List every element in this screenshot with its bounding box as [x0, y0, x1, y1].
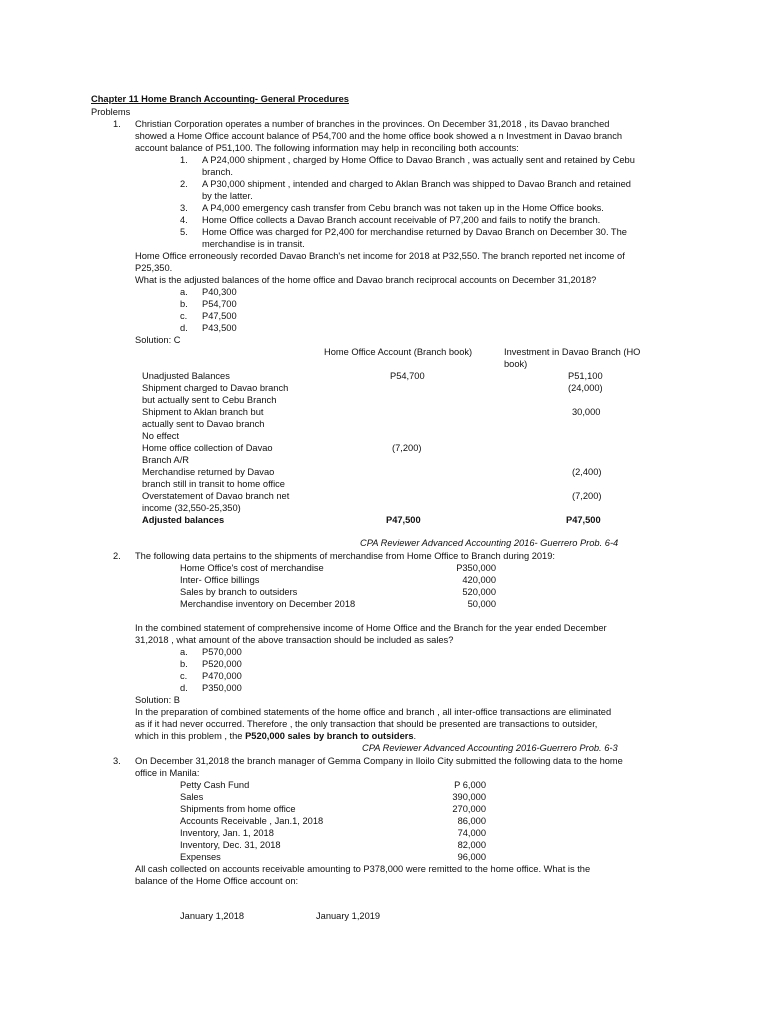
problem-1-intro-line: showed a Home Office account balance of P54,700 and the home office book showed a n Investment in Davao branch: [135, 131, 623, 141]
item-number: 3.: [180, 203, 188, 213]
data-label: Petty Cash Fund: [180, 780, 250, 790]
problem-3-question: All cash collected on accounts receivable amounting to P378,000 were remitted to the home office. What is the: [135, 864, 591, 874]
problem-2-explanation: In the preparation of combined statements of the home office and branch , all inter-office transactions are eliminated: [135, 707, 612, 717]
data-label: Home Office's cost of merchandise: [180, 563, 324, 573]
table-row-label: but actually sent to Cebu Branch: [142, 395, 277, 405]
table-cell-home-office: P54,700: [390, 371, 425, 381]
choice-value: P40,300: [202, 287, 237, 297]
source-reference: 2016-Guerrero Prob. 6-3: [513, 743, 618, 753]
data-label: Inventory, Jan. 1, 2018: [180, 828, 274, 838]
data-value: 74,000: [457, 828, 486, 838]
choice-letter: a.: [180, 647, 188, 657]
table-header-investment-cont: book): [504, 359, 528, 369]
item-text: branch.: [202, 167, 234, 177]
item-number: 5.: [180, 227, 188, 237]
item-text: A P4,000 emergency cash transfer from Cebu branch was not taken up in the Home Office books.: [202, 203, 604, 213]
problem-1-solution: Solution: C: [135, 335, 181, 345]
table-row-label: Overstatement of Davao branch net: [142, 491, 290, 501]
choice-letter: d.: [180, 323, 188, 333]
choice-value: P350,000: [202, 683, 242, 693]
explanation-period: .: [413, 731, 417, 741]
data-label: Sales: [180, 792, 204, 802]
table-row-label: Unadjusted Balances: [142, 371, 230, 381]
problem-2-explanation-final: [135, 730, 416, 742]
data-value: 82,000: [457, 840, 486, 850]
table-total-home-office: P47,500: [386, 515, 421, 525]
table-row-label: income (32,550-25,350): [142, 503, 241, 513]
table-row-label: Merchandise returned by Davao: [142, 467, 275, 477]
problem-1-intro-line: Christian Corporation operates a number of branches in the provinces. On December 31,2018 , its Davao branched: [135, 119, 610, 129]
table-header-investment: Investment in Davao Branch (HO: [504, 347, 641, 357]
data-label: Inventory, Dec. 31, 2018: [180, 840, 281, 850]
table-row-label: Shipment charged to Davao branch: [142, 383, 289, 393]
table-cell-investment: (7,200): [572, 491, 602, 501]
choice-letter: b.: [180, 299, 188, 309]
data-label: Sales by branch to outsiders: [180, 587, 298, 597]
data-label: Shipments from home office: [180, 804, 296, 814]
table-cell-home-office: (7,200): [392, 443, 422, 453]
choice-letter: d.: [180, 683, 188, 693]
data-label: Accounts Receivable , Jan.1, 2018: [180, 816, 324, 826]
problem-2-solution: Solution: B: [135, 695, 180, 705]
problem-3-intro: On December 31,2018 the branch manager of Gemma Company in Iloilo City submitted the following data to the home: [135, 756, 623, 766]
item-text: Home Office was charged for P2,400 for merchandise returned by Davao Branch on December 30. The: [202, 227, 627, 237]
answer-column-date: January 1,2019: [316, 911, 381, 921]
data-label: Merchandise inventory on December 2018: [180, 599, 356, 609]
problems-label: Problems: [91, 107, 131, 117]
problem-1-question: What is the adjusted balances of the home office and Davao branch reciprocal accounts on December 31,2018?: [135, 275, 597, 285]
problem-3-number: 3.: [113, 756, 121, 766]
choice-value: P43,500: [202, 323, 237, 333]
data-label: Inter- Office billings: [180, 575, 260, 585]
table-cell-investment: 30,000: [572, 407, 601, 417]
explanation-answer-highlight: P520,000 sales by branch to outsiders: [245, 731, 414, 741]
problem-2-question: 31,2018 , what amount of the above transaction should be included as sales?: [135, 635, 454, 645]
data-value: 96,000: [457, 852, 486, 862]
data-value: 390,000: [452, 792, 486, 802]
explanation-text: which in this problem , the: [135, 731, 246, 741]
item-text: A P24,000 shipment , charged by Home Office to Davao Branch , was actually sent and retained by Cebu: [202, 155, 635, 165]
choice-letter: c.: [180, 311, 188, 321]
table-cell-investment: (2,400): [572, 467, 602, 477]
data-label: Expenses: [180, 852, 221, 862]
table-cell-investment: (24,000): [568, 383, 603, 393]
table-total-investment: P47,500: [566, 515, 601, 525]
table-row-label: branch still in transit to home office: [142, 479, 285, 489]
problem-3-question: balance of the Home Office account on:: [135, 876, 299, 886]
table-total-label: Adjusted balances: [142, 515, 225, 525]
data-value: P 6,000: [454, 780, 486, 790]
choice-letter: c.: [180, 671, 188, 681]
table-row-label: actually sent to Davao branch: [142, 419, 265, 429]
choice-value: P47,500: [202, 311, 237, 321]
data-value: 86,000: [457, 816, 486, 826]
table-row-label: Home office collection of Davao: [142, 443, 273, 453]
data-value: 270,000: [452, 804, 486, 814]
choice-letter: a.: [180, 287, 188, 297]
item-text: A P30,000 shipment , intended and charged to Aklan Branch was shipped to Davao Branch and retained: [202, 179, 631, 189]
item-number: 4.: [180, 215, 188, 225]
problem-1-text: P25,350.: [135, 263, 173, 273]
problem-2-number: 2.: [113, 551, 121, 561]
problem-2-explanation: as if it had never occurred. Therefore , the only transaction that should be presented are transactions to outsider,: [135, 719, 598, 729]
problem-2-question: In the combined statement of comprehensive income of Home Office and the Branch for the year ended December: [135, 623, 607, 633]
item-text: Home Office collects a Davao Branch account receivable of P7,200 and fails to notify the branch.: [202, 215, 601, 225]
data-value: 50,000: [467, 599, 496, 609]
data-value: 420,000: [462, 575, 496, 585]
page-title: Chapter 11 Home Branch Accounting- General Procedures: [91, 94, 349, 104]
problem-1-source: CPA Reviewer Advanced Accounting 2016- Guerrero Prob. 6-4: [360, 538, 619, 548]
source-book: CPA Reviewer Advanced Accounting: [362, 743, 514, 753]
item-number: 2.: [180, 179, 188, 189]
data-value: P350,000: [456, 563, 496, 573]
problem-1-intro-line: account balance of P51,100. The following information may help in reconciling both accounts:: [135, 143, 519, 153]
choice-value: P570,000: [202, 647, 242, 657]
table-cell-investment: P51,100: [568, 371, 603, 381]
problem-2-intro: The following data pertains to the shipments of merchandise from Home Office to Branch during 2019:: [135, 551, 555, 561]
choice-value: P520,000: [202, 659, 242, 669]
item-number: 1.: [180, 155, 188, 165]
table-header-home-office: Home Office Account (Branch book): [324, 347, 473, 357]
table-row-label: No effect: [142, 431, 180, 441]
problem-3-intro: office in Manila:: [135, 768, 200, 778]
table-row-label: Shipment to Aklan branch but: [142, 407, 264, 417]
choice-letter: b.: [180, 659, 188, 669]
item-text: by the latter.: [202, 191, 253, 201]
choice-value: P54,700: [202, 299, 237, 309]
problem-1-number: 1.: [113, 119, 121, 129]
problem-1-text: Home Office erroneously recorded Davao Branch's net income for 2018 at P32,550. The branch reported net income of: [135, 251, 625, 261]
answer-column-date: January 1,2018: [180, 911, 245, 921]
item-text: merchandise is in transit.: [202, 239, 305, 249]
problem-2-source: [362, 742, 618, 754]
choice-value: P470,000: [202, 671, 242, 681]
table-row-label: Branch A/R: [142, 455, 190, 465]
data-value: 520,000: [462, 587, 496, 597]
